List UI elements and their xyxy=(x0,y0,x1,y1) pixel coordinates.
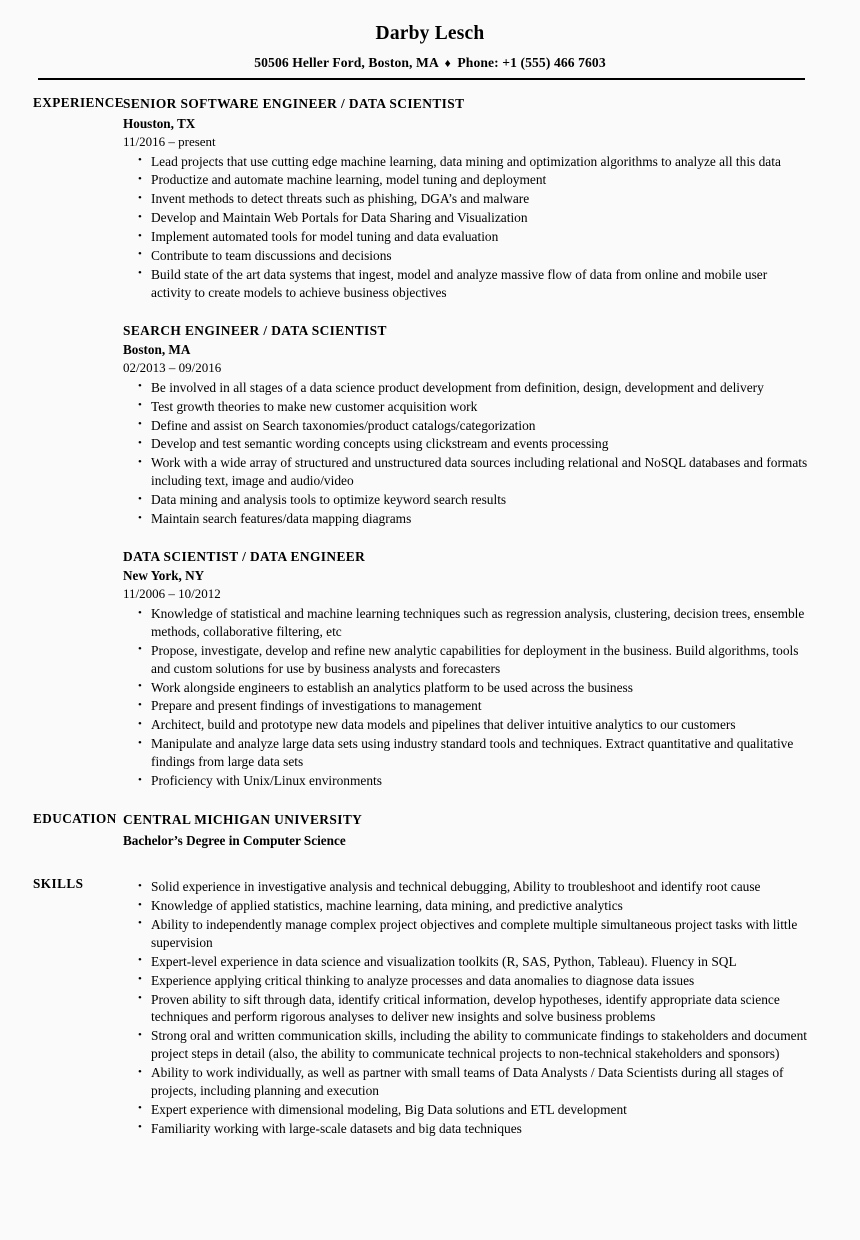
job-bullet: • Knowledge of statistical and machine learning techniques such as regression analysis, clustering, decision trees, ensemble methods, collaborative filtering, etc xyxy=(123,605,808,641)
education-section xyxy=(0,811,860,850)
job-location: New York, NY xyxy=(123,568,205,584)
job-entry xyxy=(123,548,808,790)
contact-address: 50506 Heller Ford, Boston, MA xyxy=(254,55,439,71)
job-entry xyxy=(123,95,808,301)
job-bullet: • Architect, build and prototype new data models and pipelines that deliver intuitive analytics to our customers xyxy=(123,716,808,734)
job-title: SEARCH ENGINEER / DATA SCIENTIST xyxy=(123,322,387,338)
job-bullet: • Develop and test semantic wording concepts using clickstream and events processing xyxy=(123,435,808,453)
contact-line xyxy=(0,55,860,71)
job-bullet: • Maintain search features/data mapping diagrams xyxy=(123,510,808,528)
job-bullet: • Implement automated tools for model tuning and data evaluation xyxy=(123,228,808,246)
skills-bullet-list xyxy=(123,878,808,1137)
job-location: Houston, TX xyxy=(123,115,196,131)
job-bullet: • Work with a wide array of structured and unstructured data sources including relational and NoSQL databases and formats including text, image and audio/video xyxy=(123,454,808,490)
job-bullet: • Proficiency with Unix/Linux environments xyxy=(123,772,808,790)
job-bullet-list xyxy=(123,379,808,528)
job-dates: 02/2013 – 09/2016 xyxy=(123,359,222,375)
job-bullet: • Contribute to team discussions and decisions xyxy=(123,247,808,265)
contact-phone: Phone: +1 (555) 466 7603 xyxy=(457,55,606,71)
job-bullet-list xyxy=(123,605,808,790)
education-entries xyxy=(123,811,860,850)
job-title: SENIOR SOFTWARE ENGINEER / DATA SCIENTIST xyxy=(123,96,465,112)
job-bullet: • Manipulate and analyze large data sets using industry standard tools and techniques. Extract quantitative and qualitative findings from large data sets xyxy=(123,735,808,771)
job-dates: 11/2006 – 10/2012 xyxy=(123,586,221,602)
job-location: Boston, MA xyxy=(123,342,191,358)
section-label-education: EDUCATION xyxy=(33,810,117,826)
skill-bullet: • Knowledge of applied statistics, machine learning, data mining, and predictive analytics xyxy=(123,897,808,915)
experience-section xyxy=(0,95,860,790)
skill-bullet: • Expert-level experience in data science and visualization toolkits (R, SAS, Python, Tableau). Fluency in SQL xyxy=(123,953,808,971)
skill-bullet: • Expert experience with dimensional modeling, Big Data solutions and ETL development xyxy=(123,1101,808,1119)
school-name: CENTRAL MICHIGAN UNIVERSITY xyxy=(123,811,363,827)
skill-bullet: • Proven ability to sift through data, identify critical information, develop hypotheses, identify appropriate data science techniques and perform rigorous analyses to deliver new insights and solve business problems xyxy=(123,991,808,1027)
skill-bullet: • Familiarity working with large-scale datasets and big data techniques xyxy=(123,1120,808,1138)
experience-entries xyxy=(123,95,860,790)
skill-bullet: • Experience applying critical thinking to analyze processes and data anomalies to diagnose data issues xyxy=(123,972,808,990)
job-bullet: • Invent methods to detect threats such as phishing, DGA’s and malware xyxy=(123,190,808,208)
job-bullet: • Lead projects that use cutting edge machine learning, data mining and optimization algorithms to analyze all this data xyxy=(123,153,808,171)
skills-entries xyxy=(123,876,860,1137)
job-bullet-list xyxy=(123,153,808,302)
resume-header xyxy=(0,0,860,80)
section-label-experience: EXPERIENCE xyxy=(33,95,124,111)
job-bullet: • Be involved in all stages of a data science product development from definition, design, development and delivery xyxy=(123,379,808,397)
degree-name: Bachelor’s Degree in Computer Science xyxy=(123,833,346,849)
candidate-name: Darby Lesch xyxy=(375,23,485,44)
skill-bullet: • Solid experience in investigative analysis and technical debugging, Ability to troubleshoot and identify root cause xyxy=(123,878,808,896)
section-label-skills: SKILLS xyxy=(33,876,84,892)
job-bullet: • Productize and automate machine learning, model tuning and deployment xyxy=(123,171,808,189)
job-entry xyxy=(123,322,808,528)
job-bullet: • Test growth theories to make new customer acquisition work xyxy=(123,398,808,416)
job-bullet: • Propose, investigate, develop and refine new analytic capabilities for deployment in the business. Build algorithms, tools and custom solutions for use by business analysts and forecasters xyxy=(123,642,808,678)
job-bullet: • Build state of the art data systems that ingest, model and analyze massive flow of data from online and mobile user activity to create models to achieve business objectives xyxy=(123,266,808,302)
job-title: DATA SCIENTIST / DATA ENGINEER xyxy=(123,548,366,564)
skill-bullet: • Ability to independently manage complex project objectives and complete multiple simultaneous project tasks with little supervision xyxy=(123,916,808,952)
job-bullet: • Develop and Maintain Web Portals for Data Sharing and Visualization xyxy=(123,209,808,227)
skill-bullet: • Strong oral and written communication skills, including the ability to communicate findings to stakeholders and document project steps in detail (also, the ability to communicate technical projects to non-technical stakeholders and sponsors) xyxy=(123,1027,808,1063)
job-bullet: • Prepare and present findings of investigations to management xyxy=(123,697,808,715)
job-bullet: • Work alongside engineers to establish an analytics platform to be used across the business xyxy=(123,679,808,697)
job-bullet: • Data mining and analysis tools to optimize keyword search results xyxy=(123,491,808,509)
skill-bullet: • Ability to work individually, as well as partner with small teams of Data Analysts / Data Scientists during all stages of projects, including planning and execution xyxy=(123,1064,808,1100)
header-divider xyxy=(38,78,805,80)
skills-section xyxy=(0,876,860,1137)
job-bullet: • Define and assist on Search taxonomies/product catalogs/categorization xyxy=(123,417,808,435)
job-dates: 11/2016 – present xyxy=(123,133,216,149)
diamond-separator-icon: ♦ xyxy=(444,56,451,71)
